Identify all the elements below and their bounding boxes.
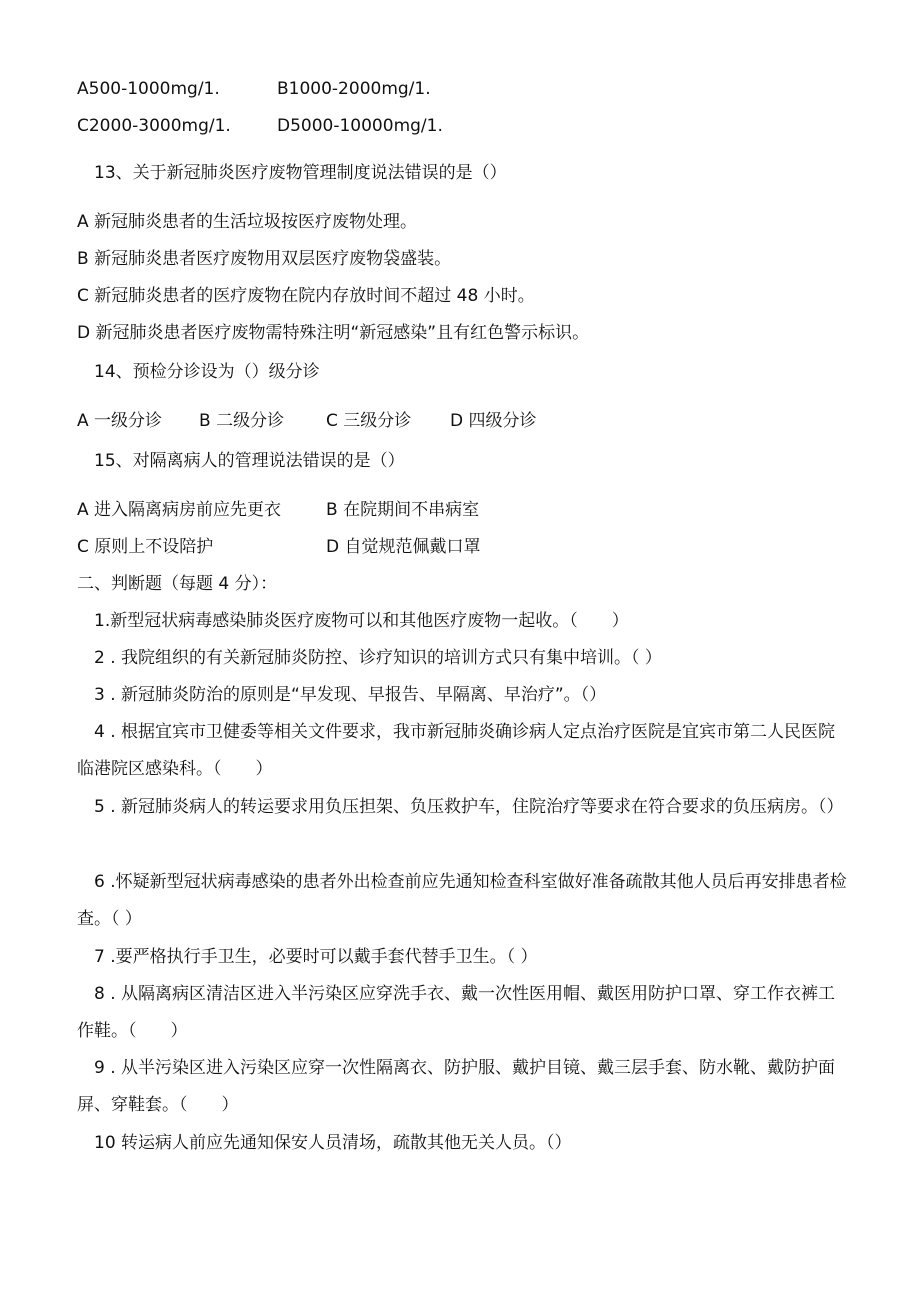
tf-item-8: 8 . 从隔离病区清洁区进入半污染区应穿洗手衣、戴一次性医用帽、戴医用防护口罩、穿工作衣裤工作鞋。（ ） xyxy=(77,984,836,1041)
q14-option-b: B 二级分诊 xyxy=(199,411,285,431)
q15-option-d: D 自觉规范佩戴口罩 xyxy=(326,537,481,557)
q15-option-b: B 在院期间不串病室 xyxy=(326,500,480,520)
tf-item-6: 6 .怀疑新型冠状病毒感染的患者外出检查前应先通知检查科室做好准备疏散其他人员后再安排患者检查。（ ） xyxy=(77,872,847,929)
tf-item-10: 10 转运病人前应先通知保安人员清场，疏散其他无关人员。（） xyxy=(94,1133,572,1153)
tf-item-5: 5 . 新冠肺炎病人的转运要求用负压担架、负压救护车，住院治疗等要求在符合要求的负压病房。（） xyxy=(94,797,844,817)
q13-stem: 13、关于新冠肺炎医疗废物管理制度说法错误的是（） xyxy=(94,163,507,183)
q14-option-d: D 四级分诊 xyxy=(450,411,537,431)
q12-option-b: B1000-2000mg/1. xyxy=(277,79,431,99)
tf-item-9: 9 . 从半污染区进入污染区应穿一次性隔离衣、防护服、戴护目镜、戴三层手套、防水靴、戴防护面屏、穿鞋套。（ ） xyxy=(77,1058,836,1115)
q15-option-a: A 进入隔离病房前应先更衣 xyxy=(77,500,282,520)
q13-option-a: A 新冠肺炎患者的生活垃圾按医疗废物处理。 xyxy=(77,212,418,232)
tf-item-4: 4 . 根据宜宾市卫健委等相关文件要求，我市新冠肺炎确诊病人定点治疗医院是宜宾市第二人民医院临港院区感染科。（ ） xyxy=(77,722,836,779)
tf-item-7: 7 .要严格执行手卫生，必要时可以戴手套代替手卫生。（ ） xyxy=(94,947,538,967)
q14-stem: 14、预检分诊设为（）级分诊 xyxy=(94,362,320,382)
q13-option-c: C 新冠肺炎患者的医疗废物在院内存放时间不超过 48 小时。 xyxy=(77,286,535,306)
q13-option-d: D 新冠肺炎患者医疗废物需特殊注明“新冠感染”且有红色警示标识。 xyxy=(77,323,590,343)
q12-option-d: D5000-10000mg/1. xyxy=(277,116,443,136)
q15-option-c: C 原则上不设陪护 xyxy=(77,537,214,557)
q15-stem: 15、对隔离病人的管理说法错误的是（） xyxy=(94,451,405,471)
q14-option-a: A 一级分诊 xyxy=(77,411,163,431)
tf-item-3: 3 . 新冠肺炎防治的原则是“早发现、早报告、早隔离、早治疗”。（） xyxy=(94,685,607,705)
tf-item-2: 2 . 我院组织的有关新冠肺炎防控、诊疗知识的培训方式只有集中培训。（ ） xyxy=(94,648,662,668)
tf-item-1: 1.新型冠状病毒感染肺炎医疗废物可以和其他医疗废物一起收。（ ） xyxy=(94,611,629,631)
section2-heading: 二、判断题（每题 4 分）： xyxy=(77,574,278,594)
q12-option-a: A500-1000mg/1. xyxy=(77,79,220,99)
q14-option-c: C 三级分诊 xyxy=(326,411,412,431)
q13-option-b: B 新冠肺炎患者医疗废物用双层医疗废物袋盛装。 xyxy=(77,249,452,269)
q12-option-c: C2000-3000mg/1. xyxy=(77,116,231,136)
